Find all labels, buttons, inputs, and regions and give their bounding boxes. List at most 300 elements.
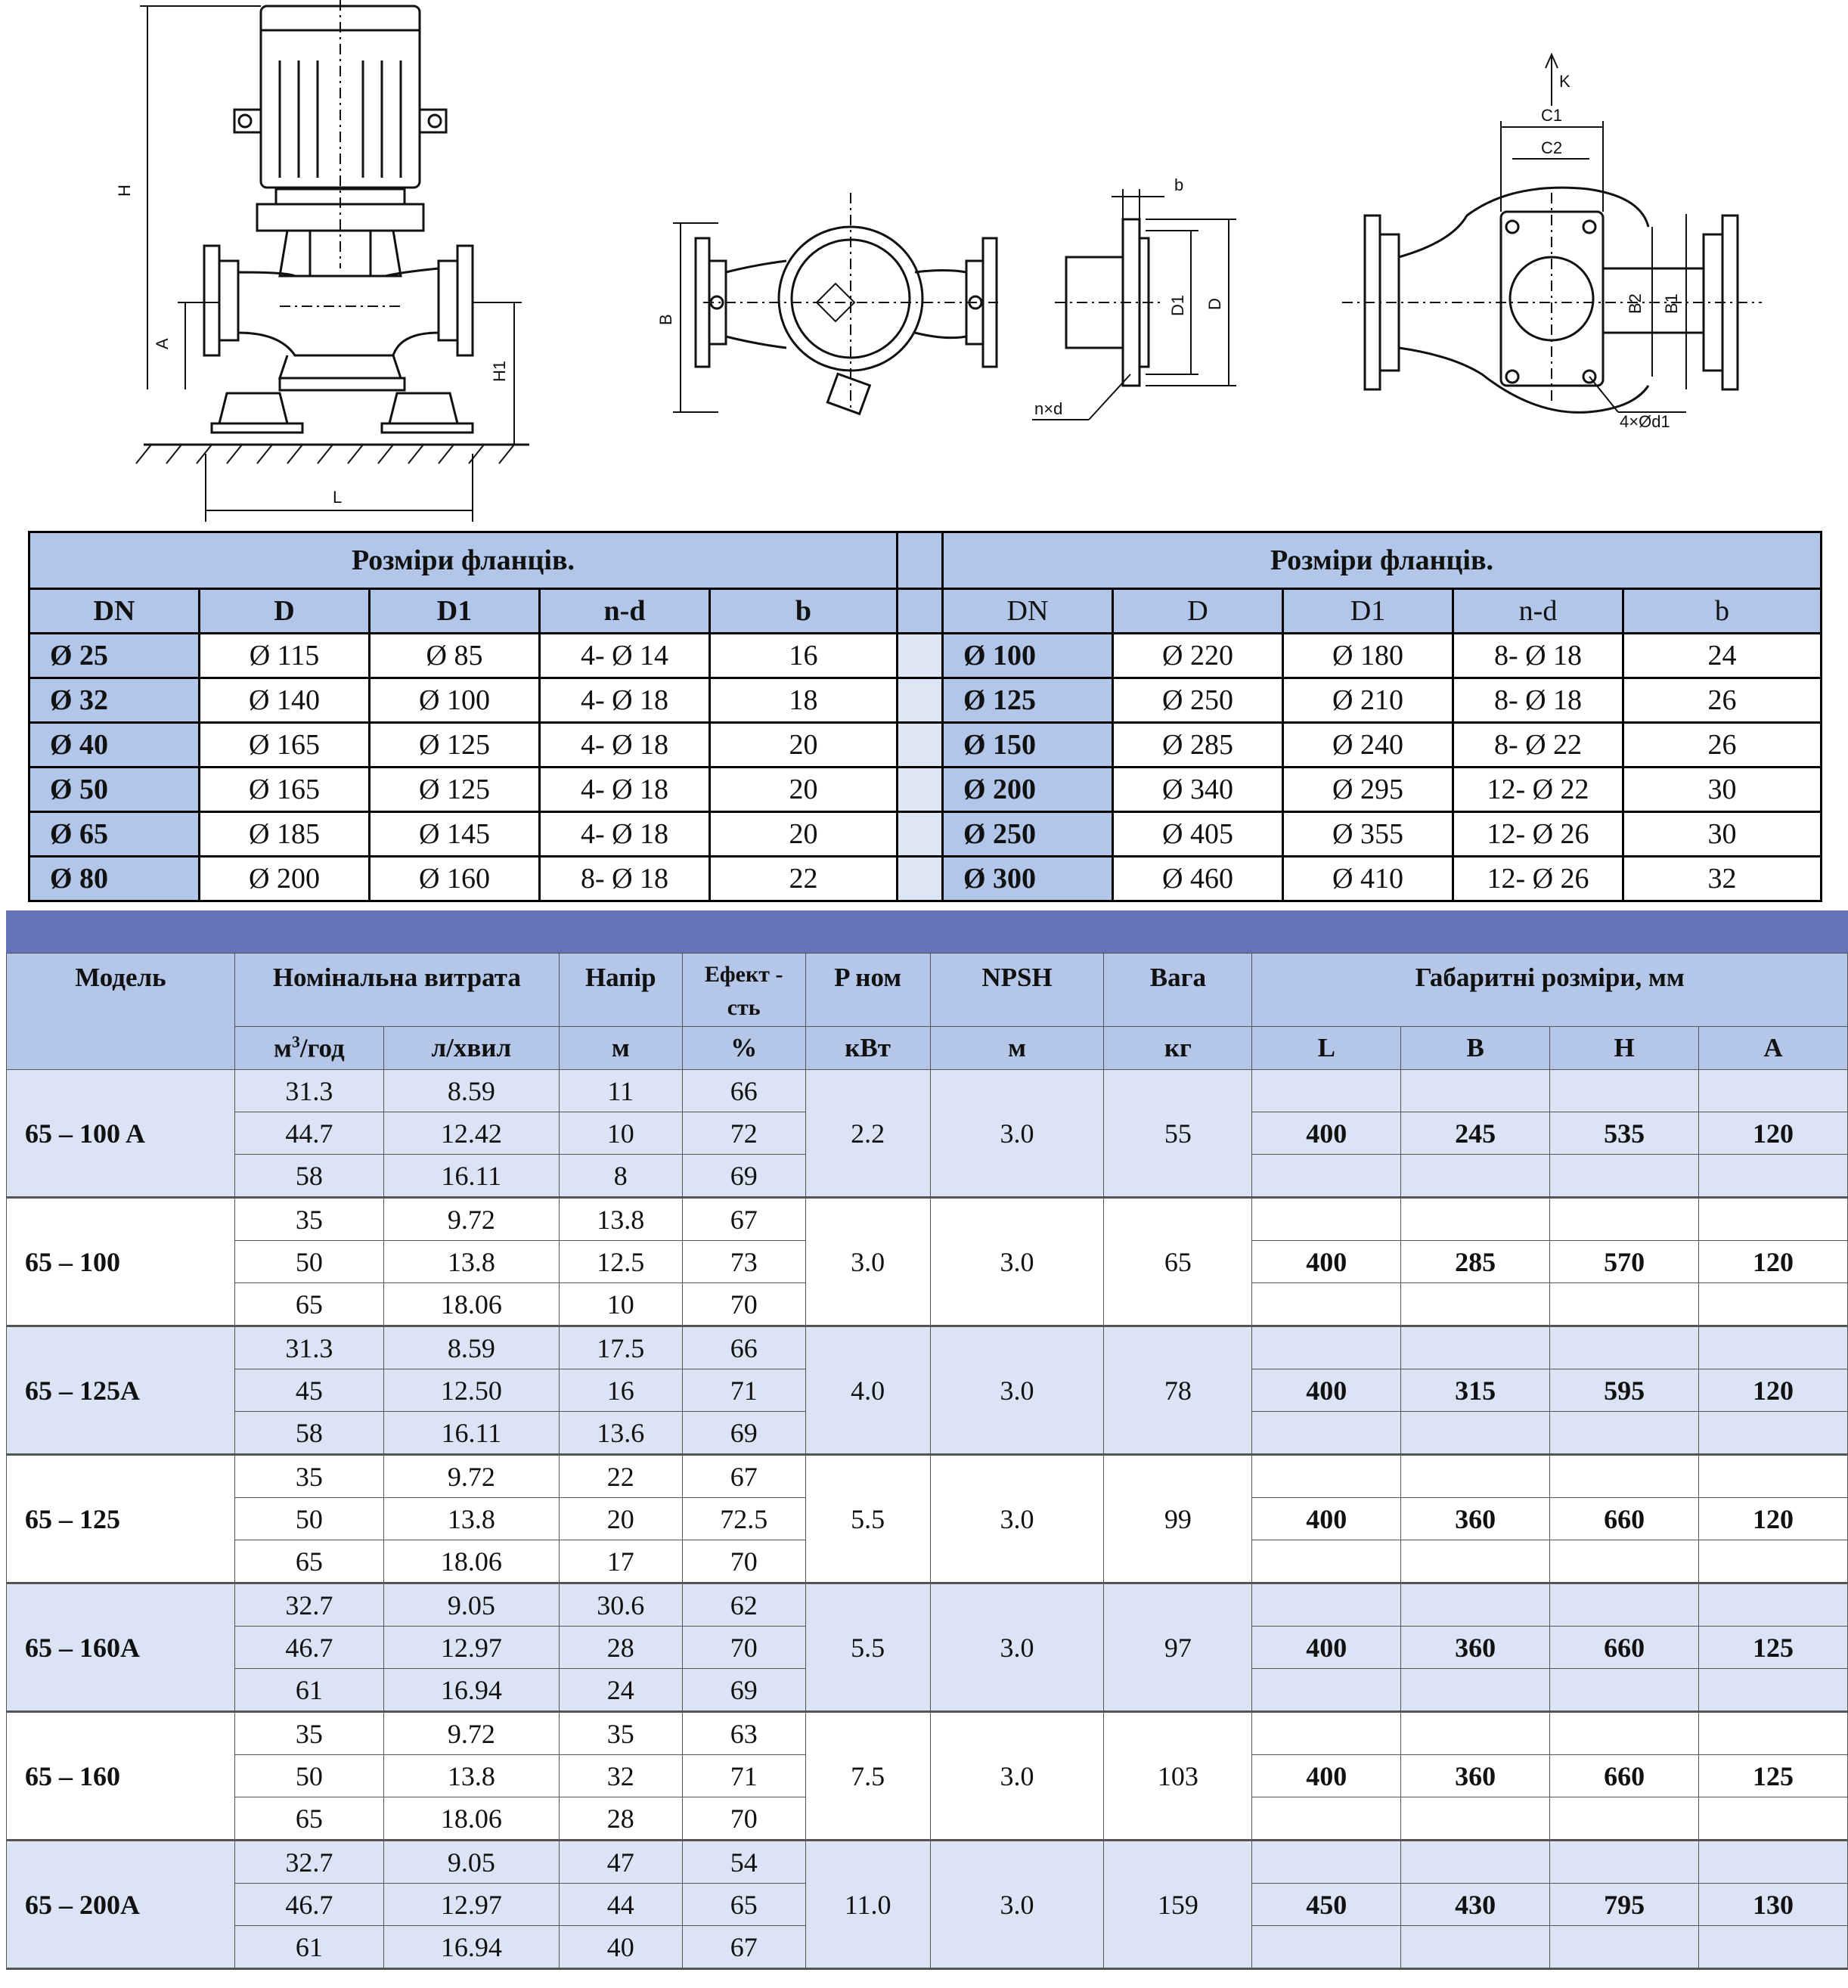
flange-row [29,812,1822,857]
duty-point-cell: 54 [682,1841,805,1884]
dimension-a: 120 [1699,1112,1848,1155]
duty-point-cell: 18.06 [383,1540,559,1583]
duty-point-cell: 70 [682,1283,805,1326]
flange-cell: Ø 150 [943,723,1113,768]
dimension-b: 315 [1401,1369,1550,1412]
flange-cell: Ø 250 [943,812,1113,857]
dimension-empty [1550,1198,1699,1241]
header-flow: Номінальна витрата [234,954,559,1027]
dimension-a: 120 [1699,1241,1848,1283]
models-banner [6,910,1848,953]
duty-point-cell: 22 [559,1455,682,1498]
duty-point-cell: 70 [682,1797,805,1841]
duty-point-cell: 50 [234,1241,383,1283]
dimension-l: 450 [1252,1884,1401,1926]
duty-point-cell: 69 [682,1669,805,1712]
dimension-empty [1550,1455,1699,1498]
duty-point-cell: 32 [559,1755,682,1797]
npsh-cell: 3.0 [930,1841,1104,1969]
dimension-empty [1252,1926,1401,1969]
dimension-empty [1699,1797,1848,1841]
flange-row [29,857,1822,901]
header-power: P ном [805,954,930,1027]
dimension-empty [1699,1155,1848,1198]
dimension-empty [1401,1926,1550,1969]
flange-cell: 20 [710,812,898,857]
col-d: D [200,589,370,634]
npsh-cell: 3.0 [930,1583,1104,1712]
duty-point-cell: 65 [234,1797,383,1841]
duty-point-cell: 12.42 [383,1112,559,1155]
model-group [7,1070,1848,1198]
dimension-empty [1252,1455,1401,1498]
flange-cell: Ø 355 [1283,812,1453,857]
flange-cell: 4- Ø 18 [540,678,710,723]
flange-title-right: Розміри фланців. [943,532,1822,589]
flange-cell: Ø 185 [200,812,370,857]
model-group [7,1326,1848,1455]
col-nd: n-d [540,589,710,634]
unit-b: B [1401,1027,1550,1070]
duty-point-cell: 16.11 [383,1155,559,1198]
flange-cell: Ø 295 [1283,768,1453,812]
npsh-cell: 3.0 [930,1455,1104,1583]
pump-drawings [0,0,1848,522]
duty-point-cell: 70 [682,1540,805,1583]
dimension-empty [1699,1540,1848,1583]
dimension-h: 660 [1550,1498,1699,1540]
dimension-empty [1401,1412,1550,1455]
flange-cell: 16 [710,634,898,678]
col-b: b [1623,589,1822,634]
flange-cell: Ø 165 [200,723,370,768]
dimension-empty [1401,1455,1550,1498]
model-name: 65 – 160 [7,1712,235,1841]
pump-models-table [6,953,1848,1970]
duty-point-cell: 63 [682,1712,805,1755]
flange-cell: Ø 140 [200,678,370,723]
flange-cell: 32 [1623,857,1822,901]
model-group [7,1841,1848,1969]
flange-column-headers [29,589,1822,634]
flange-cell: 4- Ø 14 [540,634,710,678]
npsh-cell: 3.0 [930,1198,1104,1326]
dimension-empty [1252,1583,1401,1627]
flange-gap [898,812,943,857]
duty-point-cell: 13.8 [383,1755,559,1797]
weight-cell: 55 [1104,1070,1252,1198]
duty-point-cell: 58 [234,1155,383,1198]
model-group [7,1198,1848,1326]
flange-gap [898,589,943,634]
dimension-empty [1401,1797,1550,1841]
table-row [7,1070,1848,1112]
flange-cell: 20 [710,768,898,812]
duty-point-cell: 44 [559,1884,682,1926]
dimension-empty [1401,1155,1550,1198]
flange-cell: 24 [1623,634,1822,678]
header-weight: Вага [1104,954,1252,1027]
duty-point-cell: 17 [559,1540,682,1583]
dimension-empty [1252,1540,1401,1583]
model-name: 65 – 125A [7,1326,235,1455]
flange-gap [898,723,943,768]
flange-cell: 26 [1623,678,1822,723]
flange-cell: Ø 300 [943,857,1113,901]
npsh-cell: 3.0 [930,1326,1104,1455]
duty-point-cell: 8 [559,1155,682,1198]
dim-b-top: B [656,314,675,325]
duty-point-cell: 18.06 [383,1797,559,1841]
duty-point-cell: 10 [559,1283,682,1326]
flange-gap [898,768,943,812]
dimension-l: 400 [1252,1241,1401,1283]
flange-cell: Ø 50 [29,768,200,812]
dim-a: A [153,338,172,349]
flange-cell: Ø 250 [1113,678,1283,723]
duty-point-cell: 44.7 [234,1112,383,1155]
unit-head: м [559,1027,682,1070]
flange-cell: Ø 125 [370,723,540,768]
flange-row [29,768,1822,812]
weight-cell: 97 [1104,1583,1252,1712]
duty-point-cell: 35 [234,1712,383,1755]
header-head: Напір [559,954,682,1027]
flange-cell: 20 [710,723,898,768]
flange-cell: 18 [710,678,898,723]
flange-gap [898,857,943,901]
duty-point-cell: 13.8 [559,1198,682,1241]
flange-cell: 12- Ø 26 [1453,812,1623,857]
dimension-b: 430 [1401,1884,1550,1926]
col-d1: D1 [1283,589,1453,634]
col-nd: n-d [1453,589,1623,634]
dimension-empty [1550,1583,1699,1627]
duty-point-cell: 12.97 [383,1884,559,1926]
flange-cell: 8- Ø 18 [540,857,710,901]
dimension-empty [1401,1198,1550,1241]
table-row [7,1198,1848,1241]
unit-weight: кг [1104,1027,1252,1070]
flange-cell: Ø 340 [1113,768,1283,812]
duty-point-cell: 28 [559,1627,682,1669]
col-d: D [1113,589,1283,634]
dimension-b: 360 [1401,1498,1550,1540]
flange-cell: Ø 40 [29,723,200,768]
duty-point-cell: 13.8 [383,1241,559,1283]
dimension-empty [1401,1583,1550,1627]
dim-k: K [1559,72,1570,91]
dimension-empty [1550,1926,1699,1969]
model-name: 65 – 200A [7,1841,235,1969]
dimension-empty [1699,1669,1848,1712]
table-row [7,1841,1848,1884]
flange-cell: Ø 460 [1113,857,1283,901]
duty-point-cell: 62 [682,1583,805,1627]
model-name: 65 – 160A [7,1583,235,1712]
unit-npsh: м [930,1027,1104,1070]
dimension-empty [1252,1283,1401,1326]
duty-point-cell: 32.7 [234,1841,383,1884]
dimension-empty [1550,1540,1699,1583]
weight-cell: 78 [1104,1326,1252,1455]
flange-title-left: Розміри фланців. [29,532,898,589]
flange-cell: 22 [710,857,898,901]
dimension-empty [1699,1412,1848,1455]
duty-point-cell: 18.06 [383,1283,559,1326]
duty-point-cell: 35 [559,1712,682,1755]
duty-point-cell: 32.7 [234,1583,383,1627]
dimension-a: 120 [1699,1498,1848,1540]
drawings-svg [0,0,1848,522]
flange-cell: 4- Ø 18 [540,768,710,812]
flange-gap [898,634,943,678]
dimension-b: 245 [1401,1112,1550,1155]
dim-nxd: n×d [1034,399,1063,418]
flange-cell: Ø 240 [1283,723,1453,768]
dimension-empty [1252,1326,1401,1369]
header-npsh: NPSH [930,954,1104,1027]
duty-point-cell: 71 [682,1755,805,1797]
dimension-empty [1699,1455,1848,1498]
dimension-empty [1699,1283,1848,1326]
dimension-empty [1252,1198,1401,1241]
header-efficiency [682,954,805,1027]
dimension-empty [1252,1070,1401,1112]
dimension-empty [1252,1155,1401,1198]
power-cell: 7.5 [805,1712,930,1841]
dimension-empty [1252,1797,1401,1841]
dimension-h: 660 [1550,1755,1699,1797]
flange-cell: 12- Ø 26 [1453,857,1623,901]
dimension-empty [1252,1412,1401,1455]
duty-point-cell: 10 [559,1112,682,1155]
dimension-l: 400 [1252,1755,1401,1797]
dimension-empty [1550,1326,1699,1369]
duty-point-cell: 65 [234,1283,383,1326]
col-b: b [710,589,898,634]
duty-point-cell: 13.8 [383,1498,559,1540]
duty-point-cell: 46.7 [234,1627,383,1669]
dimension-empty [1401,1712,1550,1755]
dim-b-small: b [1174,175,1184,194]
dimension-empty [1699,1070,1848,1112]
flange-row [29,634,1822,678]
table-row [7,1326,1848,1369]
dimension-empty [1550,1155,1699,1198]
dimension-empty [1699,1583,1848,1627]
flange-cell: Ø 125 [943,678,1113,723]
duty-point-cell: 31.3 [234,1070,383,1112]
flange-cell: Ø 85 [370,634,540,678]
flange-cell: Ø 65 [29,812,200,857]
flange-row [29,723,1822,768]
dim-d1: D1 [1168,294,1187,316]
dimension-empty [1401,1326,1550,1369]
flange-dimensions-table [28,531,1822,902]
dimension-empty [1699,1712,1848,1755]
dimension-a: 125 [1699,1627,1848,1669]
duty-point-cell: 46.7 [234,1884,383,1926]
flange-cell: Ø 100 [943,634,1113,678]
duty-point-cell: 13.6 [559,1412,682,1455]
duty-point-cell: 30.6 [559,1583,682,1627]
flange-cell: 30 [1623,768,1822,812]
dim-b1: B1 [1662,293,1681,314]
dimension-empty [1550,1669,1699,1712]
duty-point-cell: 16.94 [383,1926,559,1969]
duty-point-cell: 28 [559,1797,682,1841]
duty-point-cell: 73 [682,1241,805,1283]
duty-point-cell: 9.72 [383,1712,559,1755]
dimension-empty [1401,1669,1550,1712]
duty-point-cell: 45 [234,1369,383,1412]
flange-cell: 26 [1623,723,1822,768]
dimension-b: 285 [1401,1241,1550,1283]
weight-cell: 159 [1104,1841,1252,1969]
dimension-empty [1401,1070,1550,1112]
col-dn: DN [29,589,200,634]
unit-l: L [1252,1027,1401,1070]
dimension-empty [1550,1841,1699,1884]
flange-cell: Ø 160 [370,857,540,901]
weight-cell: 65 [1104,1198,1252,1326]
duty-point-cell: 35 [234,1455,383,1498]
dimension-h: 570 [1550,1241,1699,1283]
duty-point-cell: 70 [682,1627,805,1669]
duty-point-cell: 67 [682,1455,805,1498]
duty-point-cell: 69 [682,1412,805,1455]
duty-point-cell: 61 [234,1669,383,1712]
flange-gap [898,678,943,723]
duty-point-cell: 8.59 [383,1070,559,1112]
unit-flow-lmin: л/хвил [383,1027,559,1070]
power-cell: 3.0 [805,1198,930,1326]
col-d1: D1 [370,589,540,634]
side-view-drawing [136,0,529,522]
flange-cell: Ø 210 [1283,678,1453,723]
duty-point-cell: 31.3 [234,1326,383,1369]
col-dn: DN [943,589,1113,634]
duty-point-cell: 72 [682,1112,805,1155]
flange-cell: Ø 285 [1113,723,1283,768]
duty-point-cell: 65 [682,1884,805,1926]
dimension-l: 400 [1252,1498,1401,1540]
flange-cell: Ø 410 [1283,857,1453,901]
flange-row [29,678,1822,723]
duty-point-cell: 17.5 [559,1326,682,1369]
dim-h: H [115,185,134,197]
dimension-a: 125 [1699,1755,1848,1797]
dimension-a: 120 [1699,1369,1848,1412]
dimension-empty [1550,1070,1699,1112]
dimension-empty [1699,1326,1848,1369]
dimension-empty [1699,1926,1848,1969]
dim-b2: B2 [1626,293,1645,314]
duty-point-cell: 20 [559,1498,682,1540]
flange-gap [898,532,943,589]
model-group [7,1583,1848,1712]
duty-point-cell: 40 [559,1926,682,1969]
weight-cell: 103 [1104,1712,1252,1841]
flange-cell: 4- Ø 18 [540,723,710,768]
duty-point-cell: 8.59 [383,1326,559,1369]
dim-l: L [333,488,343,507]
table-row [7,1455,1848,1498]
flange-cell: Ø 200 [943,768,1113,812]
unit-power: кВт [805,1027,930,1070]
dimension-empty [1699,1198,1848,1241]
flange-cell: 8- Ø 22 [1453,723,1623,768]
dim-4xd1: 4×Ød1 [1620,412,1670,431]
dimension-empty [1252,1841,1401,1884]
dimension-empty [1550,1797,1699,1841]
duty-point-cell: 12.50 [383,1369,559,1412]
dimension-h: 660 [1550,1627,1699,1669]
duty-point-cell: 16.11 [383,1412,559,1455]
dim-d: D [1205,298,1224,310]
flange-cell: Ø 405 [1113,812,1283,857]
power-cell: 2.2 [805,1070,930,1198]
flange-cell: Ø 100 [370,678,540,723]
flange-cell: Ø 180 [1283,634,1453,678]
duty-point-cell: 67 [682,1198,805,1241]
power-cell: 11.0 [805,1841,930,1969]
npsh-cell: 3.0 [930,1070,1104,1198]
duty-point-cell: 47 [559,1841,682,1884]
unit-efficiency: % [682,1027,805,1070]
table-row [7,1712,1848,1755]
unit-h: H [1550,1027,1699,1070]
flange-cell: Ø 25 [29,634,200,678]
duty-point-cell: 16.94 [383,1669,559,1712]
dimension-empty [1550,1412,1699,1455]
dim-c1: C1 [1541,106,1563,125]
duty-point-cell: 24 [559,1669,682,1712]
unit-flow-m3: $м^3$/год [234,1027,383,1070]
duty-point-cell: 69 [682,1155,805,1198]
dim-h1: H1 [490,360,509,382]
flange-cell: Ø 115 [200,634,370,678]
header-efficiency-line1: Ефект - [704,962,783,987]
dimension-empty [1401,1283,1550,1326]
duty-point-cell: 50 [234,1755,383,1797]
duty-point-cell: 9.72 [383,1198,559,1241]
flange-cell: Ø 80 [29,857,200,901]
flange-cell: 8- Ø 18 [1453,678,1623,723]
duty-point-cell: 71 [682,1369,805,1412]
power-cell: 5.5 [805,1455,930,1583]
duty-point-cell: 66 [682,1070,805,1112]
model-group [7,1712,1848,1841]
duty-point-cell: 67 [682,1926,805,1969]
dimension-empty [1401,1841,1550,1884]
flange-cell: Ø 125 [370,768,540,812]
header-dimensions: Габаритні розміри, мм [1252,954,1848,1027]
flange-cell: 8- Ø 18 [1453,634,1623,678]
npsh-cell: 3.0 [930,1712,1104,1841]
duty-point-cell: 50 [234,1498,383,1540]
flange-cell: 4- Ø 18 [540,812,710,857]
model-name: 65 – 100 A [7,1070,235,1198]
flange-cell: Ø 32 [29,678,200,723]
header-efficiency-line2: сть [727,995,761,1020]
header-model: Модель [7,954,235,1070]
flange-cell: Ø 165 [200,768,370,812]
table-row [7,1583,1848,1627]
flange-cell: Ø 220 [1113,634,1283,678]
power-cell: 5.5 [805,1583,930,1712]
